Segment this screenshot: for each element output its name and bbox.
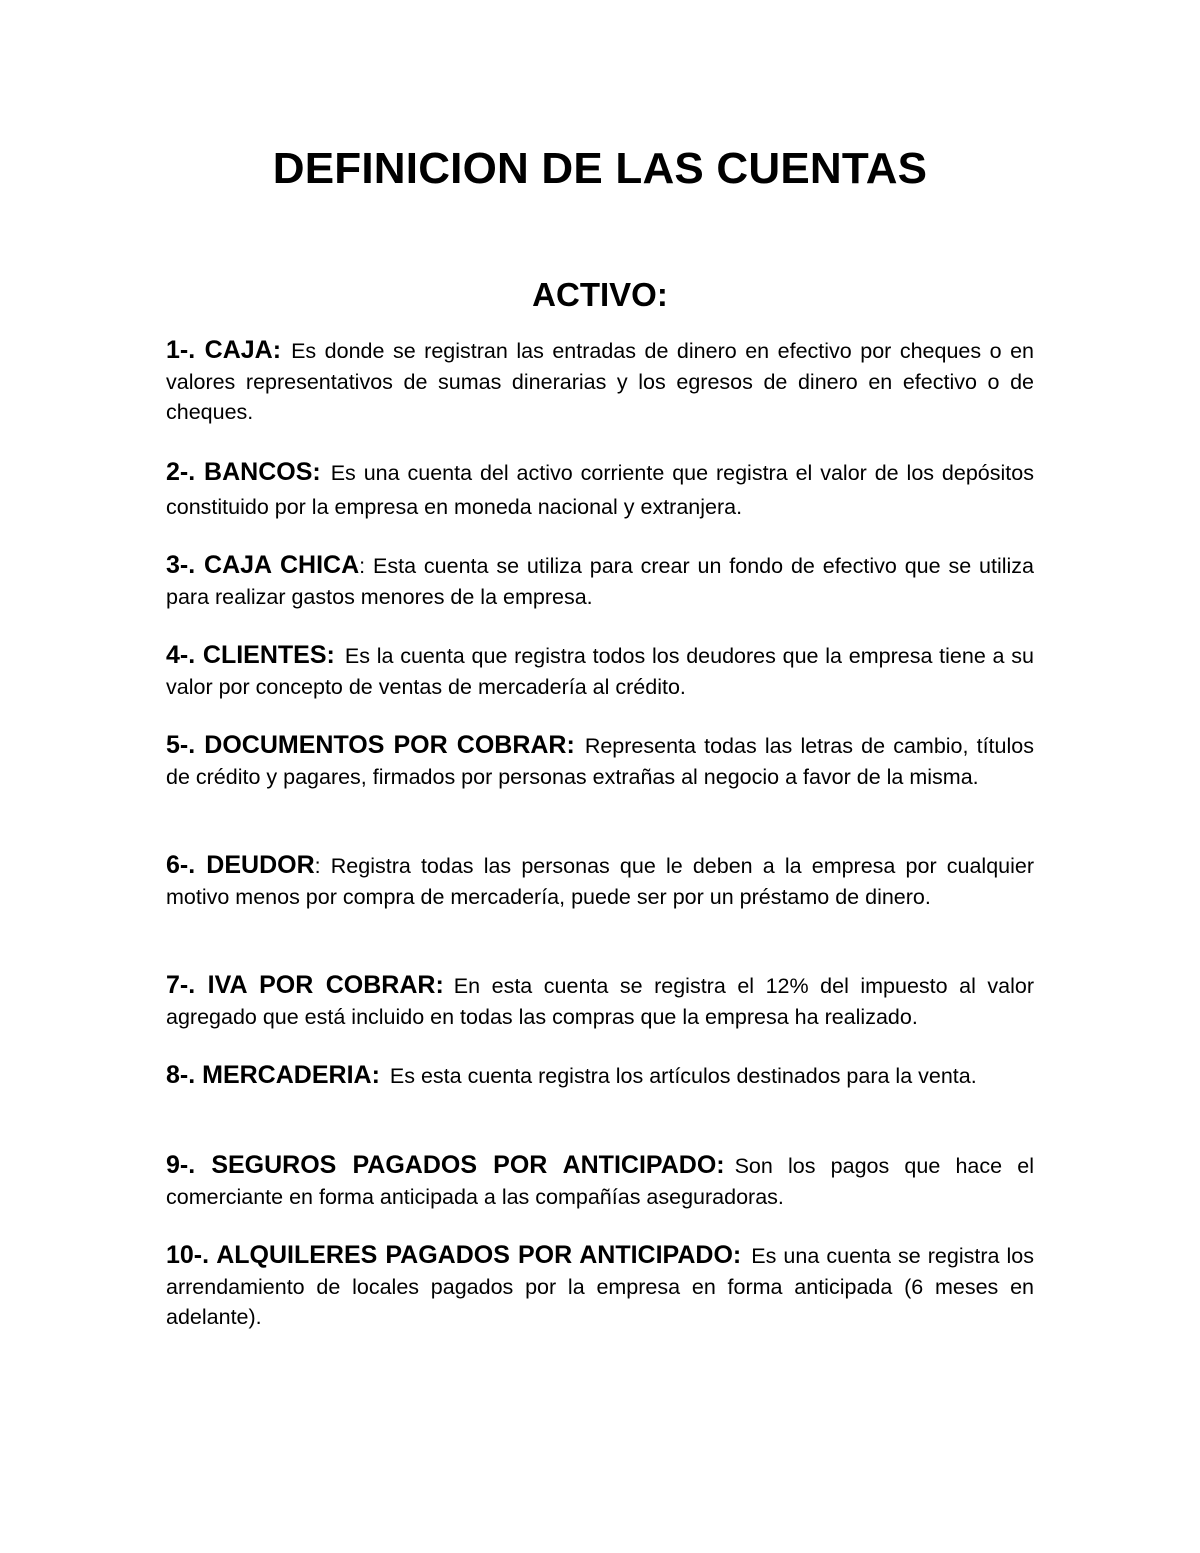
account-entry-caja-chica: [166, 550, 1034, 612]
account-entry-iva-por-cobrar: [166, 970, 1034, 1032]
account-definition: : Esta cuenta se utiliza para crear un fondo de efectivo que se utiliza para realizar gastos menores de la empresa.: [166, 554, 1034, 609]
account-term: 4-. CLIENTES:: [166, 641, 335, 669]
account-term: 5-. DOCUMENTOS POR COBRAR:: [166, 731, 575, 759]
account-term: 10-. ALQUILERES PAGADOS POR ANTICIPADO:: [166, 1241, 742, 1269]
account-definition: Es la cuenta que registra todos los deudores que la empresa tiene a su valor por concepto de ventas de mercadería al crédito.: [166, 644, 1034, 699]
account-definition: Es donde se registran las entradas de dinero en efectivo por cheques o en valores representativos de sumas dinerarias y los egresos de dinero en efectivo o de cheques.: [166, 339, 1035, 424]
account-term: 1-. CAJA:: [166, 336, 282, 364]
account-term: 2-. BANCOS:: [166, 458, 321, 486]
section-heading-activo: ACTIVO:: [532, 276, 668, 313]
account-definition: Es una cuenta del activo corriente que registra el valor de los depósitos constituido por la empresa en moneda nacional y extranjera.: [166, 461, 1034, 519]
account-definition: En esta cuenta se registra el 12% del impuesto al valor agregado que está incluido en todas las compras que la empresa ha realizado.: [166, 974, 1035, 1029]
account-term: 6-. DEUDOR: [166, 851, 315, 879]
account-entry-seguros-pagados: [166, 1150, 1034, 1212]
account-definition: Representa todas las letras de cambio, títulos de crédito y pagares, firmados por personas extrañas al negocio a favor de la misma.: [166, 734, 1034, 789]
account-definition: : Registra todas las personas que le deben a la empresa por cualquier motivo menos por compra de mercadería, puede ser por un préstamo de dinero.: [166, 854, 1034, 909]
document-title: DEFINICION DE LAS CUENTAS: [272, 144, 928, 193]
account-entry-alquileres-pagados: [166, 1240, 1034, 1333]
account-definition: Son los pagos que hace el comerciante en forma anticipada a las compañías aseguradoras.: [166, 1154, 1034, 1209]
account-entry-documentos-por-cobrar: [166, 730, 1034, 792]
account-entry-clientes: [166, 640, 1034, 702]
account-term: 9-. SEGUROS PAGADOS POR ANTICIPADO:: [166, 1151, 725, 1179]
account-definition: Es una cuenta se registra los arrendamiento de locales pagados por la empresa en forma anticipada (6 meses en adelante).: [166, 1244, 1035, 1329]
account-term: 3-. CAJA CHICA: [166, 551, 360, 579]
account-definition: Es esta cuenta registra los artículos destinados para la venta.: [389, 1064, 977, 1088]
account-term: 8-. MERCADERIA:: [166, 1061, 380, 1089]
account-term: 7-. IVA POR COBRAR:: [166, 971, 444, 999]
account-entry-deudor: [166, 850, 1034, 912]
account-entry-bancos: [166, 455, 1034, 524]
account-entry-mercaderia: [166, 1060, 1034, 1092]
account-entry-caja: [166, 335, 1034, 428]
